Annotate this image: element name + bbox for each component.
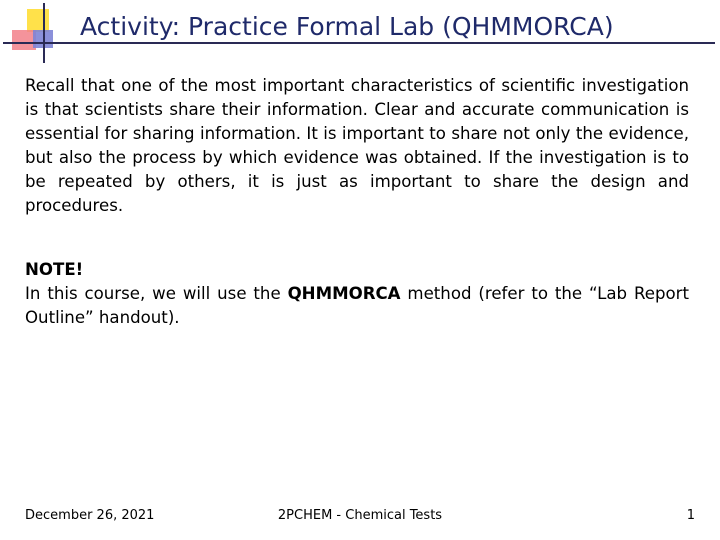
decorative-vertical-line: [43, 3, 45, 63]
footer-date: December 26, 2021: [25, 508, 155, 523]
note-label: NOTE!: [25, 260, 84, 279]
page-number: 1: [686, 508, 695, 523]
note-text-before: In this course, we will use the: [25, 284, 288, 303]
note-block: [25, 258, 689, 330]
note-text: [25, 282, 689, 330]
footer-course: 2PCHEM - Chemical Tests: [277, 508, 443, 523]
method-name: QHMMORCA: [287, 284, 401, 303]
slide-title: Activity: Practice Formal Lab (QHMMORCA): [80, 12, 614, 41]
body-paragraph: Recall that one of the most important characteristics of scientific investigation is that scientists share their information. Clear and accurate communication is essential for sharing information. It is important to share not only the evidence, but also the process by which evidence was obtained. If the investigation is to be repeated by others, it is just as important to share the design and procedures.: [25, 76, 689, 215]
decorative-yellow-square: [27, 9, 49, 32]
title-underline: [3, 42, 715, 44]
note-text-after: method (refer to the “Lab Report Outline” handout).: [25, 284, 689, 327]
